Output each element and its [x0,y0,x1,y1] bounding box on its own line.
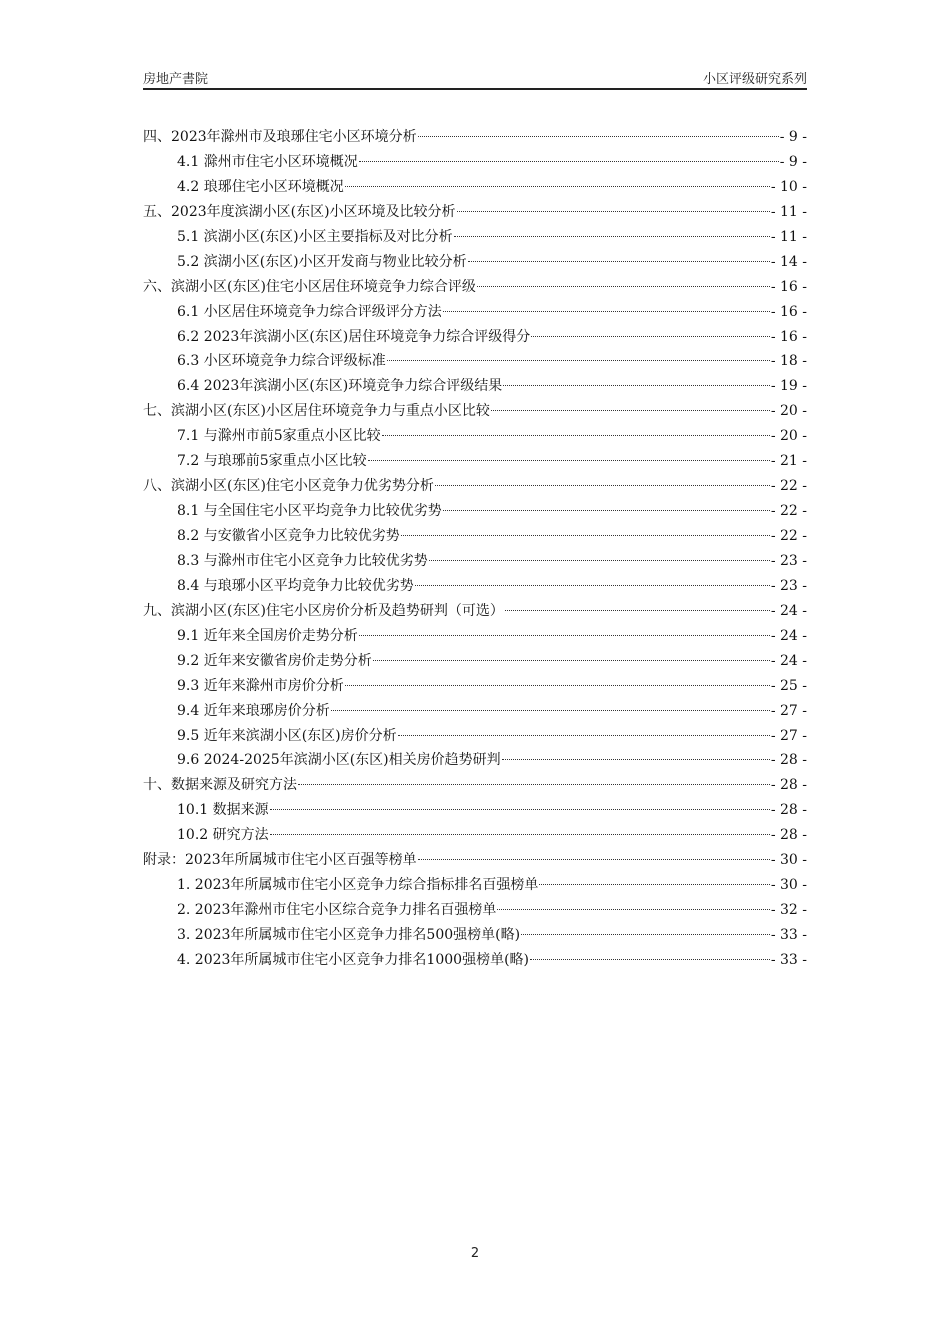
toc-entry-page: - 11 - [770,228,807,245]
toc-entry-title: 6.1 小区居住环境竞争力综合评级评分方法 [177,303,442,320]
toc-section-entry[interactable] [143,748,807,773]
toc-entry-title: 7.1 与滁州市前5家重点小区比较 [177,428,381,445]
dot-leader [373,660,770,661]
toc-entry-page: - 20 - [770,428,807,445]
toc-section-entry[interactable] [143,325,807,350]
dot-leader [418,859,770,860]
dot-leader [368,460,770,461]
toc-entry-title: 8.1 与全国住宅小区平均竞争力比较优劣势 [177,503,442,520]
dot-leader [359,635,770,636]
toc-entry-title: 9.5 近年来滨湖小区(东区)房价分析 [177,727,397,744]
toc-section-entry[interactable] [143,898,807,923]
toc-entry-title: 六、滨湖小区(东区)住宅小区居住环境竞争力综合评级 [143,278,476,295]
toc-chapter-entry[interactable] [143,275,807,300]
toc-entry-page: - 22 - [770,528,807,544]
toc-entry-page: - 28 - [770,802,807,819]
toc-entry-title: 4.2 琅琊住宅小区环境概况 [177,178,344,195]
dot-leader [539,884,769,885]
toc-entry-title: 十、数据来源及研究方法 [143,777,297,794]
dot-leader [387,360,770,361]
toc-entry-page: - 28 - [770,752,807,769]
toc-entry-page: - 19 - [770,378,807,395]
toc-section-entry[interactable] [143,798,807,823]
toc-section-entry[interactable] [143,150,807,175]
dot-leader [331,710,770,711]
toc-entry-title: 9.2 近年来安徽省房价走势分析 [177,652,372,669]
dot-leader [503,385,770,386]
toc-chapter-entry[interactable] [143,599,807,624]
header-publisher: 房地产書院 [143,72,209,87]
toc-entry-page: - 9 - [779,153,807,170]
toc-entry-page: - 10 - [770,178,807,195]
toc-entry-title: 8.4 与琅琊小区平均竞争力比较优劣势 [177,577,414,594]
dot-leader [345,186,770,187]
toc-entry-page: - 24 - [770,627,807,644]
dot-leader [270,809,770,810]
toc-section-entry[interactable] [143,300,807,325]
dot-leader [345,685,770,686]
dot-leader [502,759,770,760]
toc-section-entry[interactable] [143,624,807,649]
toc-entry-title: 八、滨湖小区(东区)住宅小区竞争力优劣势分析 [143,478,434,495]
toc-entry-title: 9.1 近年来全国房价走势分析 [177,627,358,644]
dot-leader [497,909,769,910]
toc-chapter-entry[interactable] [143,399,807,424]
dot-leader [521,934,770,935]
toc-section-entry[interactable] [143,225,807,250]
toc-entry-page: - 9 - [779,129,807,145]
toc-section-entry[interactable] [143,524,807,549]
toc-entry-page: - 25 - [770,677,807,694]
toc-entry-page: - 30 - [770,852,807,869]
toc-section-entry[interactable] [143,574,807,599]
toc-entry-page: - 27 - [770,727,807,744]
toc-entry-title: 8.3 与滁州市住宅小区竞争力比较优劣势 [177,552,428,569]
toc-section-entry[interactable] [143,649,807,674]
toc-section-entry[interactable] [143,349,807,374]
toc-entry-title: 3. 2023年所属城市住宅小区竞争力排名500强榜单(略) [177,927,521,943]
toc-chapter-entry[interactable] [143,848,807,873]
toc-section-entry[interactable] [143,823,807,848]
toc-entry-page: - 18 - [770,353,807,370]
dot-leader [418,136,779,137]
toc-entry-title: 四、2023年滁州市及琅琊住宅小区环境分析 [143,129,417,145]
dot-leader [468,261,770,262]
toc-entry-page: - 27 - [770,702,807,719]
toc-section-entry[interactable] [143,424,807,449]
toc-entry-title: 6.3 小区环境竞争力综合评级标准 [177,353,386,370]
dot-leader [429,560,770,561]
header-series-title: 小区评级研究系列 [702,72,807,87]
toc-entry-title: 2. 2023年滁州市住宅小区综合竞争力排名百强榜单 [177,902,497,919]
toc-section-entry[interactable] [143,699,807,724]
toc-section-entry[interactable] [143,549,807,574]
toc-chapter-entry[interactable] [143,474,807,499]
toc-section-entry[interactable] [143,923,807,948]
toc-entry-title: 4. 2023年所属城市住宅小区竞争力排名1000强榜单(略) [177,951,529,968]
toc-entry-title: 9.6 2024-2025年滨湖小区(东区)相关房价趋势研判 [177,752,501,769]
table-of-contents [143,125,807,973]
dot-leader [443,311,770,312]
toc-entry-page: - 23 - [770,577,807,594]
dot-leader [505,610,770,611]
toc-entry-page: - 16 - [770,278,807,295]
dot-leader [270,834,770,835]
dot-leader [382,435,770,436]
dot-leader [401,535,770,536]
toc-entry-title: 6.4 2023年滨湖小区(东区)环境竞争力综合评级结果 [177,378,503,395]
toc-entry-title: 九、滨湖小区(东区)住宅小区房价分析及趋势研判（可选） [143,602,504,619]
toc-section-entry[interactable] [143,724,807,749]
toc-section-entry[interactable] [143,374,807,399]
toc-entry-title: 9.4 近年来琅琊房价分析 [177,702,330,719]
toc-entry-title: 6.2 2023年滨湖小区(东区)居住环境竞争力综合评级得分 [177,328,531,345]
toc-chapter-entry[interactable] [143,773,807,798]
dot-leader [359,161,779,162]
toc-entry-page: - 24 - [770,652,807,669]
toc-entry-title: 4.1 滁州市住宅小区环境概况 [177,153,358,170]
toc-entry-title: 1. 2023年所属城市住宅小区竞争力综合指标排名百强榜单 [177,877,539,894]
toc-entry-page: - 16 - [770,328,807,345]
dot-leader [477,286,770,287]
toc-section-entry[interactable] [143,250,807,275]
toc-entry-title: 7.2 与琅琊前5家重点小区比较 [177,453,367,470]
toc-section-entry[interactable] [143,674,807,699]
toc-entry-page: - 30 - [770,877,807,894]
toc-entry-title: 9.3 近年来滁州市房价分析 [177,677,344,694]
toc-entry-title: 附录：2023年所属城市住宅小区百强等榜单 [143,852,417,869]
dot-leader [398,735,770,736]
dot-leader [415,585,770,586]
toc-entry-title: 10.2 研究方法 [177,827,269,844]
toc-section-entry[interactable] [143,948,807,973]
toc-entry-page: - 16 - [770,303,807,320]
toc-entry-page: - 24 - [770,602,807,619]
toc-section-entry[interactable] [143,175,807,200]
toc-entry-page: - 11 - [770,203,807,220]
toc-entry-title: 5.2 滨湖小区(东区)小区开发商与物业比较分析 [177,253,467,270]
dot-leader [530,959,770,960]
dot-leader [298,784,770,785]
page-header [143,66,807,90]
toc-entry-title: 五、2023年度滨湖小区(东区)小区环境及比较分析 [143,203,456,220]
toc-entry-page: - 28 - [770,777,807,794]
dot-leader [491,410,770,411]
dot-leader [454,236,770,237]
toc-entry-page: - 33 - [770,951,807,968]
dot-leader [435,485,770,486]
toc-entry-page: - 21 - [770,453,807,470]
toc-entry-page: - 33 - [770,927,807,943]
toc-entry-page: - 32 - [770,902,807,919]
toc-entry-page: - 22 - [770,503,807,520]
toc-entry-title: 10.1 数据来源 [177,802,269,819]
toc-entry-page: - 20 - [770,403,807,420]
toc-section-entry[interactable] [143,499,807,524]
toc-chapter-entry[interactable] [143,200,807,225]
toc-entry-page: - 23 - [770,552,807,569]
dot-leader [457,211,770,212]
toc-section-entry[interactable] [143,449,807,474]
toc-entry-title: 5.1 滨湖小区(东区)小区主要指标及对比分析 [177,228,453,245]
toc-chapter-entry[interactable] [143,125,807,150]
toc-entry-title: 8.2 与安徽省小区竞争力比较优劣势 [177,528,400,544]
dot-leader [531,336,770,337]
toc-entry-title: 七、滨湖小区(东区)小区居住环境竞争力与重点小区比较 [143,403,490,420]
page-number: 2 [470,1246,480,1261]
toc-entry-page: - 28 - [770,827,807,844]
toc-section-entry[interactable] [143,873,807,898]
dot-leader [443,510,770,511]
toc-entry-page: - 22 - [770,478,807,495]
toc-entry-page: - 14 - [770,253,807,270]
